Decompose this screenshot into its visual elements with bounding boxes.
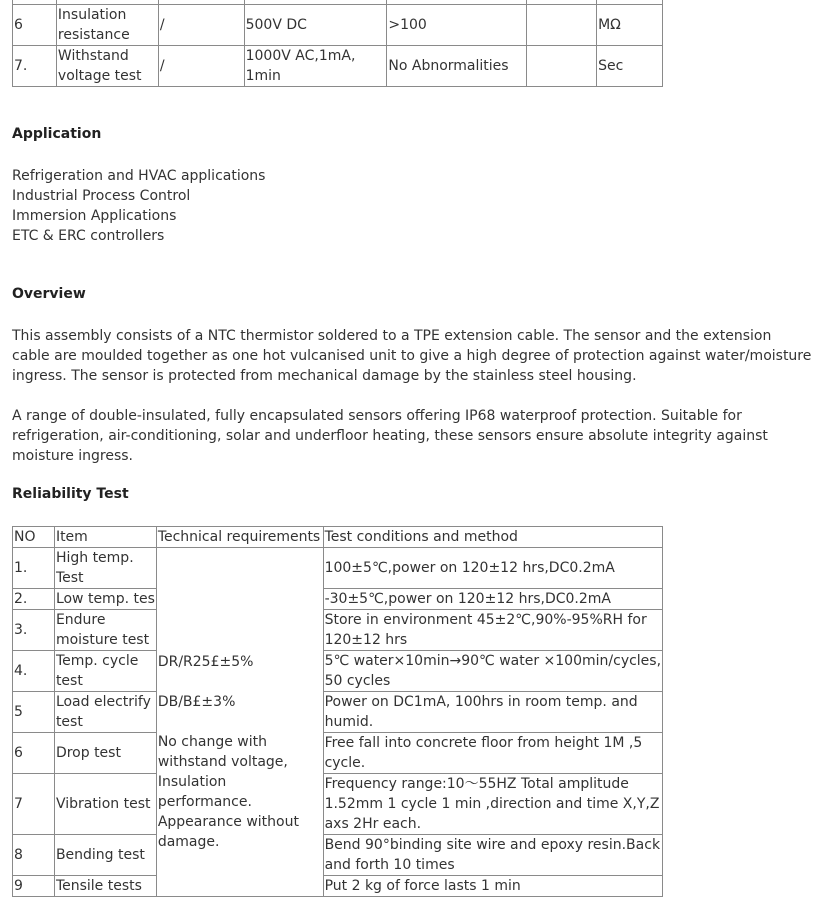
table-row (13, 610, 663, 651)
header-tech: Technical requirements (156, 527, 323, 548)
application-list (12, 166, 265, 246)
row-no: 1. (13, 548, 55, 589)
spec-col-a: / (158, 46, 244, 87)
table-row (13, 774, 663, 835)
list-item: ETC & ERC controllers (12, 228, 165, 244)
tech-requirements (156, 548, 323, 897)
row-cond: -30±5℃,power on 120±12 hrs,DC0.2mA (323, 589, 662, 610)
row-no: 3. (13, 610, 55, 651)
table-row (13, 733, 663, 774)
row-item: Endure moisture test (54, 610, 156, 651)
row-cond: 100±5℃,power on 120±12 hrs,DC0.2mA (323, 548, 662, 589)
row-item: High temp. Test (54, 548, 156, 589)
row-no: 2. (13, 589, 55, 610)
row-item: Tensile tests (54, 876, 156, 897)
overview-heading: Overview (12, 286, 86, 302)
table-row (13, 692, 663, 733)
list-item: Immersion Applications (12, 208, 177, 224)
list-item: Industrial Process Control (12, 188, 191, 204)
spec-no: 6 (13, 5, 57, 46)
row-item: Temp. cycle test (54, 651, 156, 692)
spec-col-c: >100 (387, 5, 527, 46)
spec-no: 7. (13, 46, 57, 87)
spec-col-b: 500V DC (244, 5, 387, 46)
reliability-heading: Reliability Test (12, 486, 129, 502)
spec-row (13, 46, 663, 87)
row-no: 5 (13, 692, 55, 733)
reliability-table (12, 526, 663, 897)
row-cond: Frequency range:10～55HZ Total amplitude 1.52mm 1 cycle 1 min ,direction and time X,Y,Z axs 2Hr each. (323, 774, 662, 835)
row-item: Load electrify test (54, 692, 156, 733)
table-row (13, 651, 663, 692)
list-item: Refrigeration and HVAC applications (12, 168, 266, 184)
spec-col-e: Sec (597, 46, 663, 87)
spec-col-d (527, 5, 597, 46)
row-item: Drop test (54, 733, 156, 774)
spec-col-c: No Abnormalities (387, 46, 527, 87)
table-row (13, 835, 663, 876)
tech-requirements-text: DR/R25£±5% DB/B£±3% No change with withstand voltage, Insulation performance. Appearance without damage. (157, 654, 299, 850)
overview-paragraph-1: This assembly consists of a NTC thermistor soldered to a TPE extension cable. The sensor and the extension cable are moulded together as one hot vulcanised unit to give a high degree of protection against water/moisture ingress. The sensor is protected from mechanical damage by the stainless steel housing. (12, 328, 812, 384)
row-cond: Power on DC1mA, 100hrs in room temp. and humid. (323, 692, 662, 733)
row-no: 9 (13, 876, 55, 897)
row-no: 4. (13, 651, 55, 692)
row-item: Vibration test (54, 774, 156, 835)
spec-item: Insulation resistance (56, 5, 158, 46)
row-cond: Store in environment 45±2℃,90%-95%RH for 120±12 hrs (323, 610, 662, 651)
application-heading: Application (12, 126, 102, 142)
row-item: Bending test (54, 835, 156, 876)
spec-item: Withstand voltage test (56, 46, 158, 87)
spec-col-b: 1000V AC,1mA, 1min (244, 46, 387, 87)
table-row (13, 548, 663, 589)
row-no: 8 (13, 835, 55, 876)
spec-col-d (527, 46, 597, 87)
spec-table (12, 0, 663, 87)
row-item: Low temp. tes (54, 589, 156, 610)
spec-col-e: MΩ (597, 5, 663, 46)
row-cond: 5℃ water×10min→90℃ water ×100min/cycles, 50 cycles (323, 651, 662, 692)
table-header-row (13, 527, 663, 548)
table-row (13, 876, 663, 897)
row-cond: Free fall into concrete floor from height 1M ,5 cycle. (323, 733, 662, 774)
table-row (13, 589, 663, 610)
row-no: 6 (13, 733, 55, 774)
row-cond: Put 2 kg of force lasts 1 min (323, 876, 662, 897)
spec-col-a: / (158, 5, 244, 46)
spec-row (13, 5, 663, 46)
header-cond: Test conditions and method (323, 527, 662, 548)
overview-paragraph-2: A range of double-insulated, fully encapsulated sensors offering IP68 waterproof protection. Suitable for refrigeration, air-conditioning, solar and underfloor heating, these sensors ensure absolute integrity against moisture ingress. (12, 408, 768, 464)
row-no: 7 (13, 774, 55, 835)
header-item: Item (54, 527, 156, 548)
row-cond: Bend 90°binding site wire and epoxy resin.Back and forth 10 times (323, 835, 662, 876)
header-no: NO (13, 527, 55, 548)
